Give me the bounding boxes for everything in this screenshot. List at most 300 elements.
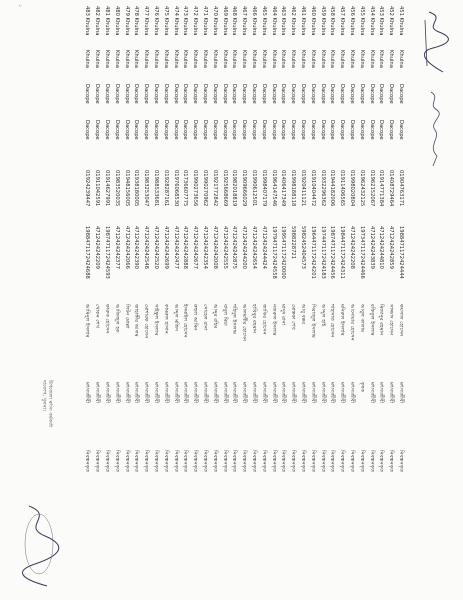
cell-occ: মৎস্যজীবী <box>153 382 159 404</box>
cell-id: 4712424242859 <box>388 226 395 269</box>
cell-sl: 479 Khulna <box>123 6 130 36</box>
cell-occ: মৎস্যজীবী <box>113 382 120 404</box>
cell-d2: Dacope <box>162 84 169 104</box>
cell-phone: 01921772842 <box>211 170 218 207</box>
table-row <box>113 6 121 594</box>
cell-id: 4712424242208 <box>349 226 355 269</box>
cell-id: 4712424244810 <box>378 226 385 269</box>
cell-sl: 478 Khulna <box>133 6 140 36</box>
cell-sl: 452 Khulna <box>388 6 395 36</box>
cell-d2: Dacope <box>319 84 326 104</box>
cell-id: 1987471172424456 <box>329 226 336 279</box>
cell-sl: 459 Khulna <box>319 6 326 36</box>
cell-sl: 462 Khulna <box>290 6 297 36</box>
cell-d3: Dacope <box>104 120 110 140</box>
signature-scribble <box>421 90 449 170</box>
cell-d2: Dacope <box>329 84 336 104</box>
cell-d1: Khulna <box>182 50 189 68</box>
cell-sl: 466 Khulna <box>251 6 257 36</box>
cell-grp: নিবন্ধনকৃত <box>182 450 189 473</box>
cell-d3: Dacope <box>290 120 297 140</box>
cell-phone: 01990612501 <box>251 170 257 207</box>
cell-name: আব্দুর রহিম <box>211 304 218 329</box>
cell-occ: মৎস্যজীবী <box>84 382 91 404</box>
cell-d2: Dacope <box>231 84 238 104</box>
cell-d2: Dacope <box>172 84 179 104</box>
cell-d1: Khulna <box>153 50 159 68</box>
cell-grp: নিবন্ধনকৃত <box>133 450 140 473</box>
table-row <box>348 6 356 594</box>
table-row <box>230 6 238 594</box>
cell-d3: Dacope <box>368 120 375 140</box>
cell-grp: নিবন্ধনকৃত <box>123 450 130 473</box>
cell-d1: Khulna <box>260 50 267 68</box>
cell-id: 4712424242654 <box>251 226 257 269</box>
cell-id: 5988228721 <box>290 226 297 260</box>
cell-d1: Khulna <box>94 50 101 68</box>
cell-name: আনোয়ার হোসেন <box>349 304 355 341</box>
cell-name: খোকন শেখ <box>94 304 101 328</box>
cell-grp: নিবন্ধনকৃত <box>388 450 395 473</box>
cell-d3: Dacope <box>388 120 395 140</box>
cell-name: রফিকুল ইসলাম <box>368 304 375 336</box>
cell-phone: 01924239447 <box>84 170 91 207</box>
table-row <box>397 6 405 594</box>
table-row <box>338 6 346 594</box>
cell-d1: Khulna <box>143 50 150 68</box>
cell-id: 4712424242875 <box>231 226 238 269</box>
cell-occ: মৎস্যজীবী <box>104 382 110 404</box>
cell-phone: 01911042591 <box>94 170 101 207</box>
cell-id: 4712424242555 <box>221 226 228 269</box>
table-row <box>181 6 189 594</box>
cell-grp: নিবন্ধনকৃত <box>251 450 257 473</box>
cell-d3: Dacope <box>202 120 208 140</box>
cell-sl: 469 Khulna <box>221 6 228 36</box>
cell-d1: Khulna <box>388 50 395 68</box>
cell-occ: মৎস্যজীবী <box>182 382 189 404</box>
cell-phone: 01948156005 <box>123 170 130 207</box>
cell-sl: 473 Khulna <box>182 6 189 36</box>
cell-d1: Khulna <box>349 50 355 68</box>
cell-grp: নিবন্ধনকৃত <box>309 450 316 473</box>
cell-d1: Khulna <box>300 50 306 68</box>
cell-d3: Dacope <box>172 120 179 140</box>
cell-d3: Dacope <box>143 120 150 140</box>
cell-sl: 453 Khulna <box>378 6 385 36</box>
cell-occ: মৎস্যজীবী <box>172 382 179 404</box>
cell-name: ইসমাইল হোসেন <box>182 304 189 338</box>
cell-id: 1988471172424688 <box>84 226 91 279</box>
cell-sl: 483 Khulna <box>84 6 91 36</box>
cell-occ: মৎস্যজীবী <box>143 382 150 404</box>
cell-grp: নিবন্ধনকৃত <box>221 450 228 473</box>
cell-d2: Dacope <box>221 84 228 104</box>
cell-grp: নিবন্ধনকৃত <box>349 450 355 473</box>
cell-occ: মৎস্যজীবী <box>398 382 404 404</box>
cell-d1: Khulna <box>329 50 336 68</box>
cell-id: 4712424242066 <box>123 226 130 269</box>
cell-name: সাজ্জাদ হোসেন <box>388 304 395 336</box>
cell-phone: 01928287161 <box>162 170 169 207</box>
cell-d1: Khulna <box>133 50 140 68</box>
cell-d3: Dacope <box>339 120 346 140</box>
cell-id: 4712424242477 <box>172 226 179 269</box>
cell-grp: নিবন্ধনকৃত <box>260 450 267 473</box>
table-row <box>319 6 327 594</box>
cell-d3: Dacope <box>84 120 91 140</box>
cell-d3: Dacope <box>300 120 306 140</box>
cell-name: কামরুল হাসান <box>162 304 169 334</box>
cell-d2: Dacope <box>113 84 120 104</box>
cell-id: 4712424242520 <box>153 226 159 269</box>
cell-name: ফয়সাল হোসেন <box>398 304 404 337</box>
cell-d2: Dacope <box>378 84 385 104</box>
cell-phone: 01988533681 <box>153 170 159 207</box>
cell-d1: Khulna <box>211 50 218 68</box>
cell-name: মাসুদ রানা <box>280 304 287 326</box>
cell-d3: Dacope <box>319 120 326 140</box>
cell-d2: Dacope <box>349 84 355 104</box>
cell-d3: Dacope <box>231 120 238 140</box>
cell-name: নজরুল ইসলাম <box>270 304 277 336</box>
cell-sl: 467 Khulna <box>241 6 248 36</box>
cell-name: সাইফুল ইসলাম <box>153 304 159 336</box>
cell-grp: নিবন্ধনকৃত <box>241 450 248 473</box>
cell-id: 1995471172420000 <box>280 226 287 279</box>
cell-grp: নিবন্ধনকৃত <box>358 450 365 473</box>
cell-grp: নিবন্ধনকৃত <box>84 450 91 473</box>
cell-occ: মৎস্যজীবী <box>349 382 355 404</box>
cell-d1: Khulna <box>290 50 297 68</box>
cell-d1: Khulna <box>319 50 326 68</box>
cell-d3: Dacope <box>94 120 101 140</box>
cell-id: 4712424242354 <box>202 226 208 269</box>
cell-d1: Khulna <box>123 50 130 68</box>
cell-d2: Dacope <box>211 84 218 104</box>
cell-d1: Khulna <box>192 50 199 68</box>
cell-d2: Dacope <box>290 84 297 104</box>
cell-id: 4712424242548 <box>143 226 150 269</box>
table-row <box>201 6 209 594</box>
cell-phone: 01914627991 <box>104 170 110 207</box>
cell-d1: Khulna <box>251 50 257 68</box>
cell-phone: 01938180005 <box>133 170 140 207</box>
cell-d2: Dacope <box>280 84 287 104</box>
cell-occ: মৎস্যজীবী <box>260 382 267 404</box>
cell-grp: নিবন্ধনকৃত <box>104 450 110 473</box>
office-stamp <box>41 380 53 470</box>
cell-phone: 01962432125 <box>358 170 365 207</box>
cell-phone: 01998188118 <box>290 170 297 207</box>
table-row <box>123 6 131 594</box>
cell-grp: নিবন্ধনকৃত <box>162 450 169 473</box>
table-row <box>368 6 376 594</box>
cell-name: শহিদুল ইসলাম <box>231 304 238 334</box>
cell-sl: 465 Khulna <box>260 6 267 36</box>
cell-occ: মৎস্যজীবী <box>202 382 208 404</box>
cell-occ: মৎস্যজীবী <box>368 382 375 404</box>
cell-d3: Dacope <box>211 120 218 140</box>
cell-d3: Dacope <box>280 120 287 140</box>
cell-name: আজিজুল হক <box>113 304 120 333</box>
cell-phone: 01925668669 <box>221 170 228 207</box>
cell-grp: নিবন্ধনকৃত <box>368 450 375 473</box>
cell-phone: 01932296362 <box>319 170 326 207</box>
cell-id: 4712424242209 <box>94 226 101 269</box>
cell-sl: 460 Khulna <box>309 6 316 36</box>
cell-id: 1974471172424183 <box>319 226 326 279</box>
cell-d3: Dacope <box>123 120 130 140</box>
cell-id: 4712424242008 <box>211 226 218 269</box>
cell-phone: 01920411121 <box>300 170 306 207</box>
cell-sl: 476 Khulna <box>153 6 159 36</box>
cell-d2: Dacope <box>398 84 404 104</box>
cell-occ: মৎস্যজীবী <box>231 382 238 404</box>
cell-sl: 470 Khulna <box>211 6 218 36</box>
cell-phone: 01911406565 <box>339 170 346 207</box>
cell-sl: 474 Khulna <box>172 6 179 36</box>
cell-name: জাহাঙ্গীর আলম <box>133 304 140 337</box>
table-row <box>309 6 317 594</box>
cell-d2: Dacope <box>241 84 248 104</box>
cell-sl: 454 Khulna <box>368 6 375 36</box>
cell-occ: মৎস্যজীবী <box>123 382 130 404</box>
cell-sl: 463 Khulna <box>280 6 287 36</box>
cell-d3: Dacope <box>251 120 257 140</box>
cell-occ: মৎস্যজীবী <box>133 382 140 404</box>
cell-id: 1964471172424201 <box>309 226 316 279</box>
cell-d3: Dacope <box>260 120 267 140</box>
cell-occ: মৎস্যজীবী <box>290 382 297 404</box>
cell-d3: Dacope <box>270 120 277 140</box>
table-row <box>358 6 366 594</box>
cell-phone: 01914771384 <box>378 170 385 207</box>
cell-d3: Dacope <box>329 120 336 140</box>
cell-id: 4712424242390 <box>133 226 140 269</box>
cell-d2: Dacope <box>182 84 189 104</box>
cell-d2: Dacope <box>339 84 346 104</box>
cell-d1: Khulna <box>84 50 91 68</box>
cell-d1: Khulna <box>202 50 208 68</box>
cell-name: আব্দুল হাই <box>319 304 326 327</box>
cell-name: আমিনুল ইসলাম <box>84 304 91 338</box>
cell-d2: Dacope <box>388 84 395 104</box>
cell-sl: 475 Khulna <box>162 6 169 36</box>
table-row <box>93 6 101 594</box>
cell-occ: মৎস্যজীবী <box>221 382 228 404</box>
cell-d2: Dacope <box>202 84 208 104</box>
cell-d3: Dacope <box>182 120 189 140</box>
cell-occ: মৎস্যজীবী <box>162 382 169 404</box>
cell-d2: Dacope <box>123 84 130 104</box>
table-row <box>240 6 248 594</box>
cell-d1: Khulna <box>113 50 120 68</box>
table-row <box>191 6 199 594</box>
cell-d2: Dacope <box>104 84 110 104</box>
cell-name: বাবুল মিয়া <box>221 304 228 326</box>
cell-phone: 01982018819 <box>231 170 238 207</box>
cell-phone: 01944182006 <box>329 170 336 207</box>
cell-d3: Dacope <box>192 120 199 140</box>
cell-name: আবুল কালাম <box>358 304 365 332</box>
table-row <box>250 6 258 594</box>
cell-name: আব্দুল মজিদ <box>172 304 179 331</box>
cell-occ: মৎস্যজীবী <box>339 382 346 404</box>
cell-phone: 01408729464 <box>388 170 395 207</box>
cell-phone: 01983520035 <box>113 170 120 207</box>
cell-grp: নিবন্ধনকৃত <box>339 450 346 473</box>
cell-d1: Khulna <box>358 50 365 68</box>
table-row <box>221 6 229 594</box>
cell-d2: Dacope <box>358 84 365 104</box>
cell-d2: Dacope <box>251 84 257 104</box>
cell-grp: নিবন্ধনকৃত <box>143 450 150 473</box>
stamp-line-1: উপজেলা মৎস্য কর্মকর্তা <box>47 380 53 428</box>
cell-d3: Dacope <box>162 120 169 140</box>
cell-name: মোস্তফা শেখ <box>290 304 297 330</box>
cell-id: 4712424244200 <box>241 226 248 269</box>
cell-name: সিরাজুল ইসলাম <box>309 304 316 338</box>
cell-d1: Khulna <box>241 50 248 68</box>
table-row <box>83 6 91 594</box>
cell-d3: Dacope <box>113 120 120 140</box>
cell-d3: Dacope <box>349 120 355 140</box>
cell-phone: 01904763171 <box>398 170 404 207</box>
cell-occ: মৎস্যজীবী <box>309 382 316 404</box>
cell-sl: 455 Khulna <box>358 6 365 36</box>
cell-d2: Dacope <box>84 84 91 104</box>
table-row <box>142 6 150 594</box>
cell-occ: কৃষক <box>358 382 365 393</box>
cell-grp: নিবন্ধনকৃত <box>270 450 277 473</box>
cell-name: ফারুক হোসেন <box>104 304 110 334</box>
cell-d2: Dacope <box>270 84 277 104</box>
cell-d2: Dacope <box>300 84 306 104</box>
cell-sl: 472 Khulna <box>192 6 199 36</box>
cell-d1: Khulna <box>398 50 404 68</box>
cell-grp: নিবন্ধনকৃত <box>202 450 208 473</box>
cell-d2: Dacope <box>192 84 199 104</box>
cell-grp: নিবন্ধনকৃত <box>280 450 287 473</box>
cell-sl: 482 Khulna <box>94 6 101 36</box>
cell-occ: মৎস্যজীবী <box>94 382 101 404</box>
cell-d1: Khulna <box>378 50 385 68</box>
cell-id: 4712424242888 <box>182 226 189 269</box>
table-row <box>172 6 180 594</box>
cell-phone: 01998020804 <box>349 170 355 207</box>
cell-sl: 477 Khulna <box>143 6 150 36</box>
cell-d1: Khulna <box>339 50 346 68</box>
cell-d1: Khulna <box>172 50 179 68</box>
table-row <box>377 6 385 594</box>
cell-sl: 481 Khulna <box>104 6 110 36</box>
cell-sl: 471 Khulna <box>202 6 208 36</box>
cell-id: 1973471172424466 <box>358 226 365 279</box>
cell-d2: Dacope <box>143 84 150 104</box>
cell-sl: 457 Khulna <box>339 6 346 36</box>
table-row <box>289 6 297 594</box>
cell-d1: Khulna <box>309 50 316 68</box>
cell-id: 4712424242699 <box>162 226 169 269</box>
cell-sl: 456 Khulna <box>349 6 355 36</box>
cell-d1: Khulna <box>231 50 238 68</box>
cell-d3: Dacope <box>398 120 404 140</box>
table-row <box>152 6 160 594</box>
cell-occ: মৎস্যজীবী <box>319 382 326 404</box>
table-row <box>299 6 307 594</box>
cell-grp: নিবন্ধনকৃত <box>319 450 326 473</box>
cell-phone: 01736607775 <box>182 170 189 207</box>
cell-id: 4712424242377 <box>113 226 120 269</box>
cell-grp: নিবন্ধনকৃত <box>211 450 218 473</box>
cell-d2: Dacope <box>309 84 316 104</box>
cell-name: মিজানুর রহমান <box>378 304 385 336</box>
cell-name: আলমগীর হোসেন <box>241 304 248 342</box>
cell-d3: Dacope <box>133 120 140 140</box>
cell-name: আবু বক্কর <box>300 304 306 325</box>
cell-phone: 01998407179 <box>260 170 267 207</box>
signature-bottom <box>15 500 65 590</box>
cell-d2: Dacope <box>260 84 267 104</box>
cell-name: রুহুল আমিন <box>192 304 199 331</box>
table-row <box>279 6 287 594</box>
cell-grp: নিবন্ধনকৃত <box>192 450 199 473</box>
cell-id: 1988471172424444 <box>398 226 404 279</box>
cell-grp: নিবন্ধনকৃত <box>172 450 179 473</box>
cell-d2: Dacope <box>94 84 101 104</box>
cell-grp: নিবন্ধনকৃত <box>300 450 306 473</box>
cell-name: মনিরুল ইসলাম <box>339 304 346 336</box>
cell-occ: মৎস্যজীবী <box>211 382 218 404</box>
table-row <box>211 6 219 594</box>
cell-phone: 01964147546 <box>270 170 277 207</box>
cell-name: জাকির হোসেন <box>260 304 267 335</box>
cell-d1: Khulna <box>104 50 110 68</box>
table-row <box>260 6 268 594</box>
cell-d3: Dacope <box>309 120 316 140</box>
cell-id: 1979471172424558 <box>270 226 277 279</box>
cell-d1: Khulna <box>221 50 228 68</box>
cell-name: শাহাদাত হোসেন <box>329 304 336 338</box>
cell-grp: নিবন্ধনকৃত <box>153 450 159 473</box>
cell-d3: Dacope <box>378 120 385 140</box>
cell-id: 5982452404573 <box>300 226 306 269</box>
cell-grp: নিবন্ধনকৃত <box>290 450 297 473</box>
cell-sl: 461 Khulna <box>300 6 306 36</box>
page-number: ১ <box>17 4 23 8</box>
cell-sl: 480 Khulna <box>113 6 120 36</box>
cell-sl: 451 Khulna <box>398 6 404 36</box>
cell-id: 1987471172424593 <box>104 226 110 279</box>
cell-id: 4712424242677 <box>192 226 199 269</box>
cell-occ: মৎস্যজীবী <box>280 382 287 404</box>
cell-occ: মৎস্যজীবী <box>192 382 199 404</box>
cell-grp: নিবন্ধনকৃত <box>378 450 385 473</box>
table-row <box>162 6 170 594</box>
stamp-line-2: দাকোপ, খুলনা। <box>41 380 47 411</box>
cell-name: লিটন মোল্লা <box>123 304 130 329</box>
cell-occ: মৎস্যজীবী <box>251 382 257 404</box>
cell-name: মোশারফ হোসেন <box>143 304 150 339</box>
cell-d2: Dacope <box>368 84 375 104</box>
cell-occ: মৎস্যজীবী <box>388 382 395 404</box>
table-row <box>103 6 111 594</box>
cell-d2: Dacope <box>133 84 140 104</box>
cell-name: হাবিবুর রহমান <box>251 304 257 334</box>
cell-id: 1984471172424311 <box>339 226 346 279</box>
cell-name: সোহেল রানা <box>202 304 208 331</box>
